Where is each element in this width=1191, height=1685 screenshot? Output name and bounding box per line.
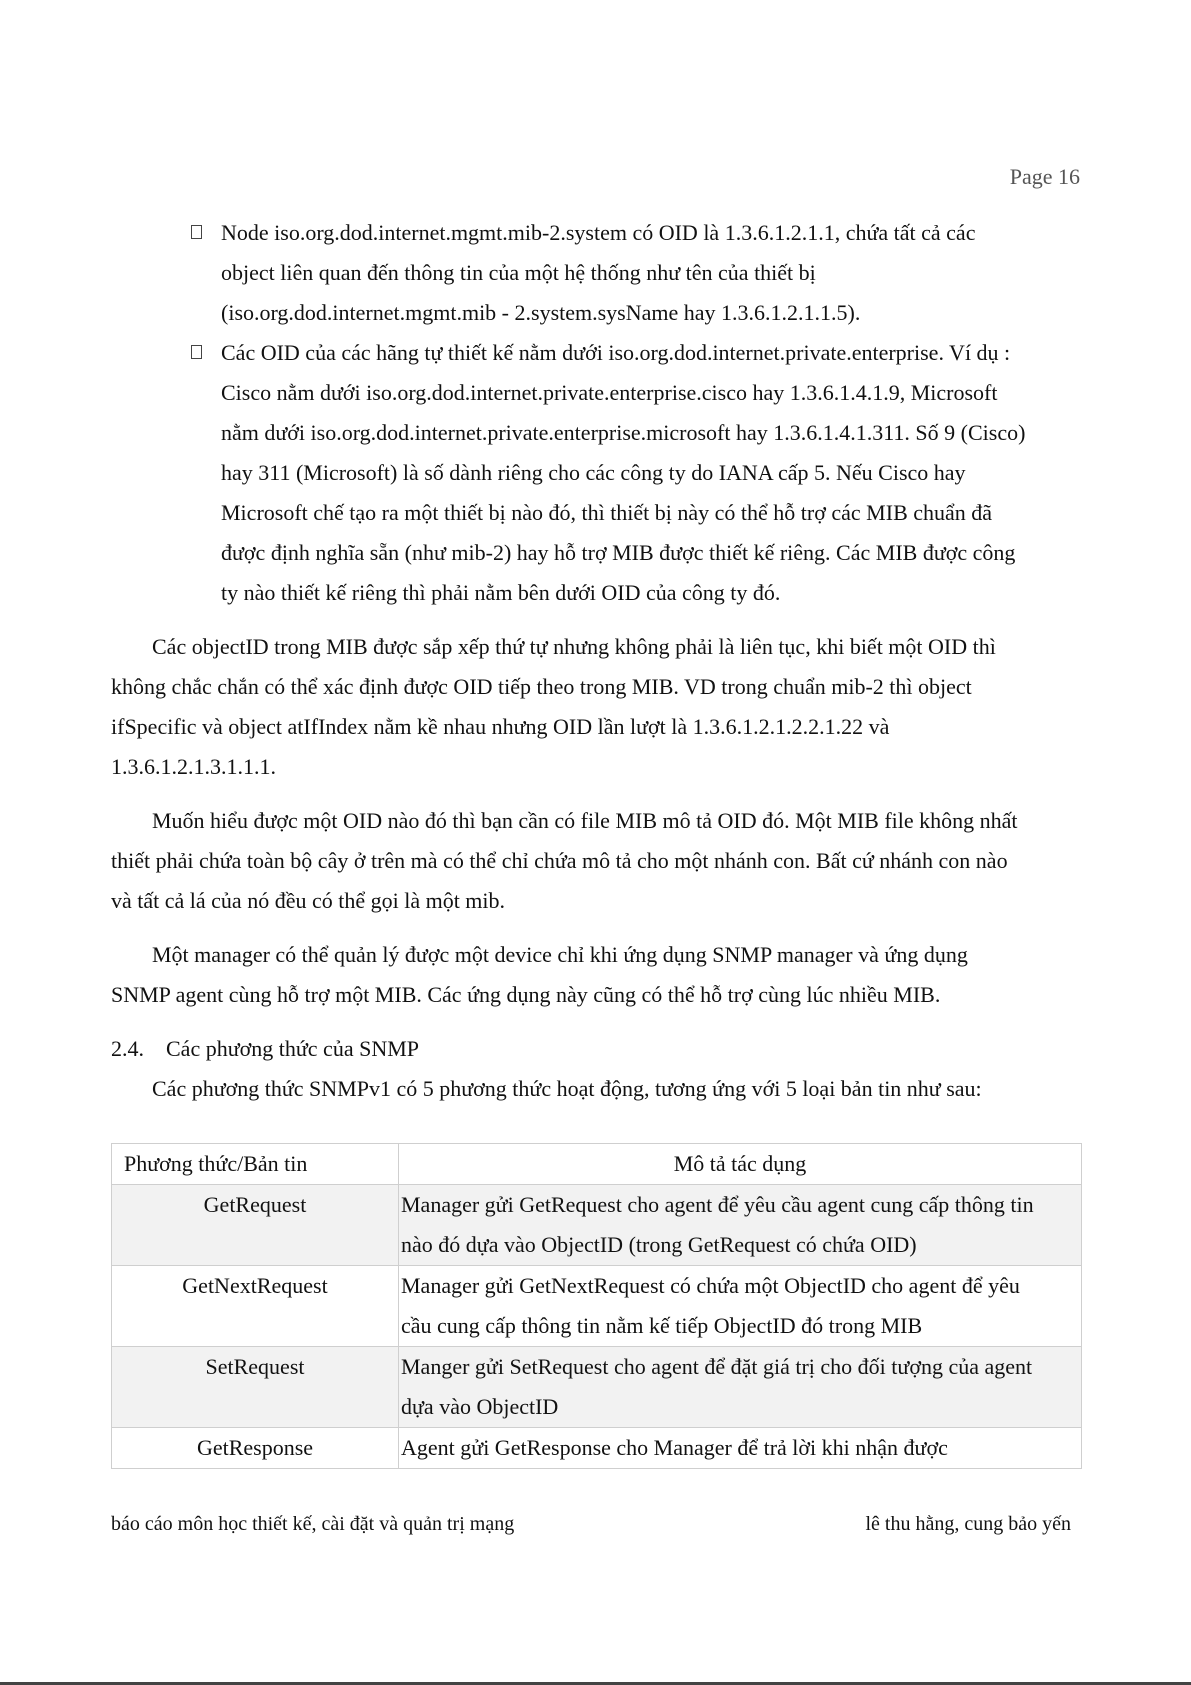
table-row — [112, 1266, 1082, 1347]
bullet-line: nằm dưới iso.org.dod.internet.private.enterprise.microsoft hay 1.3.6.1.4.1.311. Số 9 (Cisco) — [221, 420, 1026, 445]
table-row — [112, 1347, 1082, 1428]
bullet-list — [111, 213, 1081, 613]
description-line: cầu cung cấp thông tin nằm kế tiếp ObjectID đó trong MIB — [401, 1313, 923, 1338]
description-line: Agent gửi GetResponse cho Manager để trả lời khi nhận được — [401, 1435, 948, 1460]
table-row — [112, 1428, 1082, 1469]
bullet-line: hay 311 (Microsoft) là số dành riêng cho các công ty do IANA cấp 5. Nếu Cisco hay — [221, 460, 966, 485]
description-cell — [399, 1266, 1082, 1347]
section-heading — [111, 1029, 1081, 1069]
bullet-item — [111, 213, 1081, 333]
paragraph-line: Muốn hiểu được một OID nào đó thì bạn cần có file MIB mô tả OID đó. Một MIB file không nhất — [152, 808, 1018, 833]
footer-course-title: báo cáo môn học thiết kế, cài đặt và quản trị mạng — [111, 1513, 515, 1535]
page-number: Page 16 — [1009, 164, 1080, 189]
method-cell: GetNextRequest — [112, 1266, 399, 1347]
bullet-box-icon — [191, 345, 202, 359]
section-intro: Các phương thức SNMPv1 có 5 phương thức hoạt động, tương ứng với 5 loại bản tin như sau: — [152, 1076, 982, 1101]
bullet-line: ty nào thiết kế riêng thì phải nằm bên dưới OID của công ty đó. — [221, 580, 781, 605]
description-line: Manager gửi GetNextRequest có chứa một ObjectID cho agent để yêu — [401, 1273, 1020, 1298]
method-cell: GetResponse — [112, 1428, 399, 1469]
bullet-line: Cisco nằm dưới iso.org.dod.internet.private.enterprise.cisco hay 1.3.6.1.4.1.9, Microsoft — [221, 380, 998, 405]
paragraph-line: ifSpecific và object atIfIndex nằm kề nhau nhưng OID lần lượt là 1.3.6.1.2.1.2.2.1.22 và — [111, 714, 890, 739]
bullet-line: Microsoft chế tạo ra một thiết bị nào đó, thì thiết bị này có thể hỗ trợ các MIB chuẩn đã — [221, 500, 993, 525]
description-line: nào đó dựa vào ObjectID (trong GetRequest có chứa OID) — [401, 1232, 917, 1257]
paragraph-line: Các objectID trong MIB được sắp xếp thứ tự nhưng không phải là liên tục, khi biết một OID thì — [152, 634, 996, 659]
bullet-box-icon — [191, 225, 202, 239]
bullet-line: Các OID của các hãng tự thiết kế nằm dưới iso.org.dod.internet.private.enterprise. Ví dụ : — [221, 340, 1011, 365]
paragraph-line: SNMP agent cùng hỗ trợ một MIB. Các ứng dụng này cũng có thể hỗ trợ cùng lúc nhiều MIB. — [111, 982, 941, 1007]
bullet-line: (iso.org.dod.internet.mgmt.mib - 2.system.sysName hay 1.3.6.1.2.1.1.5). — [221, 300, 861, 325]
bullet-line: object liên quan đến thông tin của một hệ thống như tên của thiết bị — [221, 260, 816, 285]
bullet-line: được định nghĩa sẵn (như mib-2) hay hỗ trợ MIB được thiết kế riêng. Các MIB được công — [221, 540, 1016, 565]
snmp-methods-table — [111, 1143, 1082, 1469]
section-number: 2.4. — [111, 1036, 144, 1061]
paragraph-line: thiết phải chứa toàn bộ cây ở trên mà có thể chỉ chứa mô tả cho một nhánh con. Bất cứ nhánh con nào — [111, 848, 1008, 873]
header-description: Mô tả tác dụng — [399, 1144, 1082, 1185]
paragraph — [111, 801, 1081, 921]
bullet-line: Node iso.org.dod.internet.mgmt.mib-2.system có OID là 1.3.6.1.2.1.1, chứa tất cả các — [221, 220, 976, 245]
bullet-item — [111, 333, 1081, 613]
description-cell — [399, 1428, 1082, 1469]
paragraph — [111, 935, 1081, 1015]
paragraph — [111, 627, 1081, 787]
section-title: Các phương thức của SNMP — [166, 1036, 420, 1061]
paragraph-line: 1.3.6.1.2.1.3.1.1.1. — [111, 754, 276, 779]
description-line: Manager gửi GetRequest cho agent để yêu cầu agent cung cấp thông tin — [401, 1192, 1034, 1217]
method-cell: GetRequest — [112, 1185, 399, 1266]
paragraph-line: Một manager có thể quản lý được một device chỉ khi ứng dụng SNMP manager và ứng dụng — [152, 942, 968, 967]
table-header-row — [112, 1144, 1082, 1185]
method-cell: SetRequest — [112, 1347, 399, 1428]
header-method: Phương thức/Bản tin — [112, 1144, 399, 1185]
paragraph-line: và tất cả lá của nó đều có thể gọi là một mib. — [111, 888, 506, 913]
description-cell — [399, 1347, 1082, 1428]
paragraph-line: không chắc chắn có thể xác định được OID tiếp theo trong MIB. VD trong chuẩn mib-2 thì object — [111, 674, 972, 699]
table-row — [112, 1185, 1082, 1266]
description-line: Manger gửi SetRequest cho agent để đặt giá trị cho đối tượng của agent — [401, 1354, 1033, 1379]
description-cell — [399, 1185, 1082, 1266]
footer-authors: lê thu hằng, cung bảo yến — [865, 1513, 1071, 1535]
description-line: dựa vào ObjectID — [401, 1394, 559, 1419]
document-body — [111, 213, 1081, 1109]
